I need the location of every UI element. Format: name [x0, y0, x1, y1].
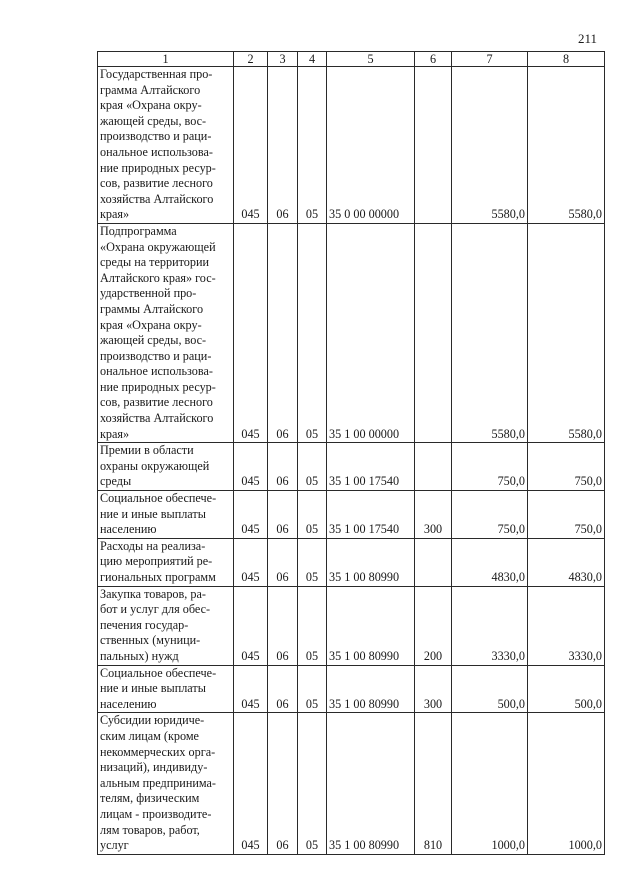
- amount-cell: 5580,0: [452, 67, 528, 224]
- row-name-cell: Премии в области охраны окружающей среды: [98, 443, 234, 491]
- header-cell: 2: [234, 52, 268, 67]
- row-name-cell: Расходы на реализа- цию мероприятий ре- гиональных программ: [98, 538, 234, 586]
- page-number: 211: [578, 31, 598, 46]
- ministry-code-cell: 045: [234, 665, 268, 713]
- header-cell: 1: [98, 52, 234, 67]
- target-article-cell: 35 1 00 80990: [327, 713, 415, 854]
- section-code-cell: 06: [268, 586, 298, 665]
- header-cell: 7: [452, 52, 528, 67]
- amount-cell: 4830,0: [452, 538, 528, 586]
- amount-cell: 1000,0: [452, 713, 528, 854]
- expense-type-cell: [415, 67, 452, 224]
- amount-total-cell: 5580,0: [528, 223, 605, 442]
- amount-cell: 3330,0: [452, 586, 528, 665]
- table-row: [98, 713, 605, 854]
- ministry-code-cell: 045: [234, 443, 268, 491]
- amount-total-cell: 750,0: [528, 491, 605, 539]
- ministry-code-cell: 045: [234, 223, 268, 442]
- ministry-code-cell: 045: [234, 586, 268, 665]
- subsection-code-cell: 05: [298, 67, 327, 224]
- table-row: [98, 586, 605, 665]
- table-row: [98, 538, 605, 586]
- amount-total-cell: 3330,0: [528, 586, 605, 665]
- expense-type-cell: [415, 538, 452, 586]
- amount-cell: 750,0: [452, 443, 528, 491]
- header-cell: 4: [298, 52, 327, 67]
- header-cell: 5: [327, 52, 415, 67]
- header-cell: 8: [528, 52, 605, 67]
- amount-cell: 750,0: [452, 491, 528, 539]
- ministry-code-cell: 045: [234, 67, 268, 224]
- amount-cell: 500,0: [452, 665, 528, 713]
- subsection-code-cell: 05: [298, 491, 327, 539]
- row-name-cell: Субсидии юридиче- ским лицам (кроме некоммерческих орга- низаций), индивиду- альным предпринима- телям, физическим лицам - производите- лям товаров, работ, услуг: [98, 713, 234, 854]
- header-cell: 6: [415, 52, 452, 67]
- section-code-cell: 06: [268, 491, 298, 539]
- amount-total-cell: 1000,0: [528, 713, 605, 854]
- amount-cell: 5580,0: [452, 223, 528, 442]
- expense-type-cell: 300: [415, 665, 452, 713]
- section-code-cell: 06: [268, 67, 298, 224]
- table-row: [98, 67, 605, 224]
- section-code-cell: 06: [268, 443, 298, 491]
- subsection-code-cell: 05: [298, 665, 327, 713]
- expense-type-cell: 200: [415, 586, 452, 665]
- target-article-cell: 35 1 00 17540: [327, 443, 415, 491]
- expense-type-cell: 300: [415, 491, 452, 539]
- header-cell: 3: [268, 52, 298, 67]
- section-code-cell: 06: [268, 665, 298, 713]
- subsection-code-cell: 05: [298, 538, 327, 586]
- target-article-cell: 35 1 00 80990: [327, 586, 415, 665]
- table-row: [98, 665, 605, 713]
- target-article-cell: 35 1 00 00000: [327, 223, 415, 442]
- table-row: [98, 223, 605, 442]
- subsection-code-cell: 05: [298, 713, 327, 854]
- row-name-cell: Подпрограмма «Охрана окружающей среды на территории Алтайского края» гос- ударственной про- граммы Алтайского края «Охрана окру- жающей среды, вос- производство и раци- ональное использова- ние природных ресур- сов, развитие лесного хозяйства Алтайского края»: [98, 223, 234, 442]
- amount-total-cell: 750,0: [528, 443, 605, 491]
- row-name-cell: Социальное обеспече- ние и иные выплаты населению: [98, 491, 234, 539]
- section-code-cell: 06: [268, 223, 298, 442]
- subsection-code-cell: 05: [298, 586, 327, 665]
- target-article-cell: 35 1 00 80990: [327, 538, 415, 586]
- subsection-code-cell: 05: [298, 443, 327, 491]
- ministry-code-cell: 045: [234, 538, 268, 586]
- section-code-cell: 06: [268, 538, 298, 586]
- expense-type-cell: [415, 223, 452, 442]
- expense-type-cell: [415, 443, 452, 491]
- amount-total-cell: 4830,0: [528, 538, 605, 586]
- amount-total-cell: 5580,0: [528, 67, 605, 224]
- subsection-code-cell: 05: [298, 223, 327, 442]
- expense-type-cell: 810: [415, 713, 452, 854]
- target-article-cell: 35 1 00 80990: [327, 665, 415, 713]
- row-name-cell: Государственная про- грамма Алтайского края «Охрана окру- жающей среды, вос- производство и раци- ональное использова- ние природных ресур- сов, развитие лесного хозяйства Алтайского края»: [98, 67, 234, 224]
- row-name-cell: Социальное обеспече- ние и иные выплаты населению: [98, 665, 234, 713]
- header-row: [98, 52, 605, 67]
- target-article-cell: 35 0 00 00000: [327, 67, 415, 224]
- ministry-code-cell: 045: [234, 713, 268, 854]
- target-article-cell: 35 1 00 17540: [327, 491, 415, 539]
- section-code-cell: 06: [268, 713, 298, 854]
- table-row: [98, 491, 605, 539]
- budget-table: [97, 51, 605, 855]
- row-name-cell: Закупка товаров, ра- бот и услуг для обес- печения государ- ственных (муници- пальных) нужд: [98, 586, 234, 665]
- table-row: [98, 443, 605, 491]
- ministry-code-cell: 045: [234, 491, 268, 539]
- amount-total-cell: 500,0: [528, 665, 605, 713]
